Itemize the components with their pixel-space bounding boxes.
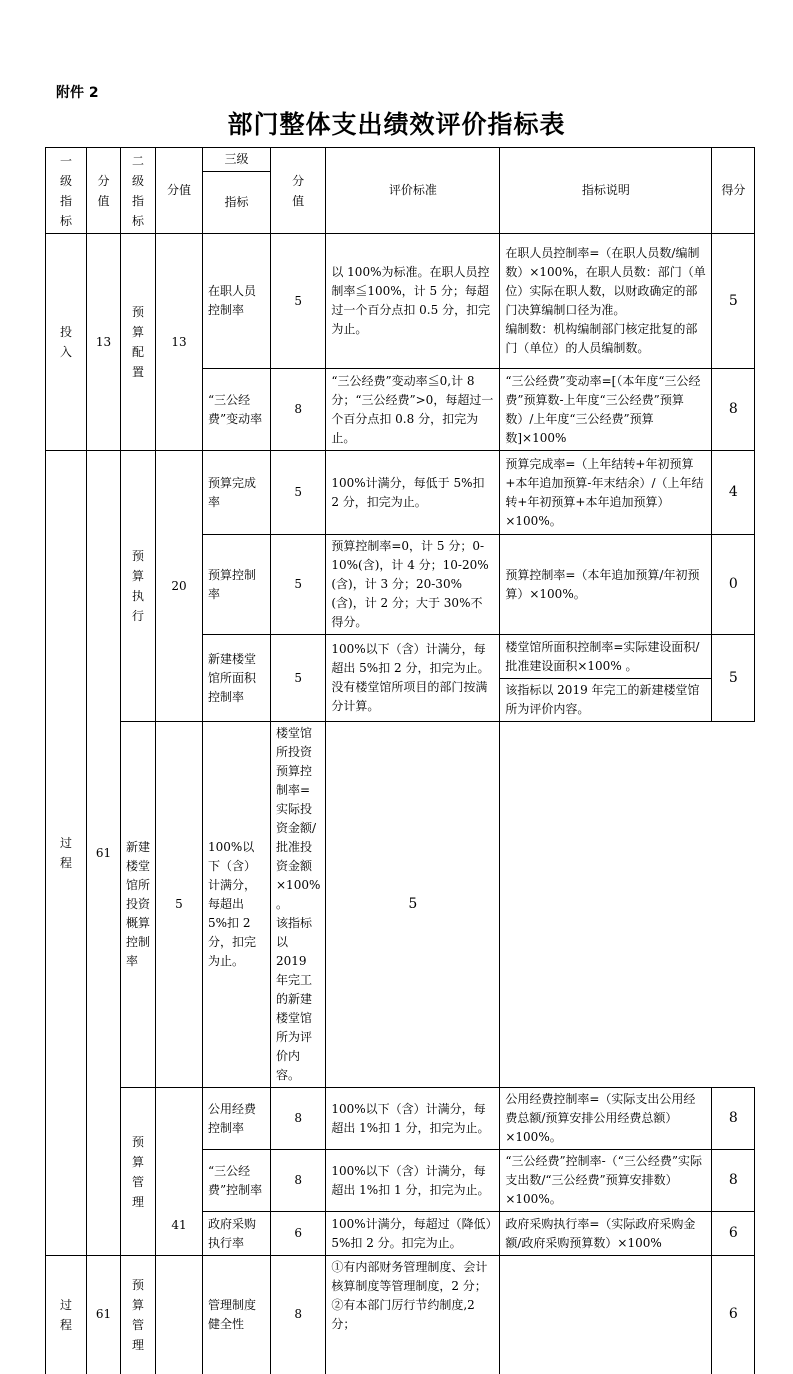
evaluation-standard: 100%计满分，每低于 5%扣 2 分，扣完为止。 <box>326 451 500 535</box>
evaluation-standard: 预算控制率=0，计 5 分；0-10%(含)，计 4 分；10-20%(含)，计 3 分；20-30%(含)，计 2 分；大于 30%不得分。 <box>326 535 500 635</box>
indicator-points: 5 <box>271 234 326 369</box>
header-score2: 分值 <box>156 148 203 234</box>
level1-process-score: 61 <box>87 451 121 1256</box>
indicator-name: 公用经费控制率 <box>203 1088 271 1150</box>
indicator-score: 6 <box>712 1212 755 1256</box>
level1-process: 过 程 <box>46 451 87 1256</box>
level2-budget-execution-score: 20 <box>156 451 203 722</box>
evaluation-standard: 100%计满分，每超过（降低）5%扣 2 分。扣完为止。 <box>326 1212 500 1256</box>
header-level3-top: 三级 <box>203 148 271 172</box>
indicator-points: 8 <box>271 1150 326 1212</box>
indicator-score: 0 <box>712 535 755 635</box>
indicator-name: 政府采购执行率 <box>203 1212 271 1256</box>
indicator-score: 6 <box>712 1256 755 1374</box>
indicator-score: 5 <box>712 234 755 369</box>
level2-budget-management-score: 41 <box>156 1088 203 1256</box>
indicator-points: 8 <box>271 1088 326 1150</box>
level1-process-continued-score: 61 <box>87 1256 121 1374</box>
indicator-explanation: 在职人员控制率=（在职人员数/编制数）×100%，在职人员数：部门（单位）实际在职人数，以财政确定的部门决算编制口径为准。 编制数：机构编制部门核定批复的部门（单位）的人员编制数。 <box>500 234 712 369</box>
indicator-explanation: 公用经费控制率=（实际支出公用经费总额/预算安排公用经费总额）×100%。 <box>500 1088 712 1150</box>
indicator-explanation: “三公经费”控制率-（“三公经费”实际支出数/“三公经费”预算安排数）×100%。 <box>500 1150 712 1212</box>
indicator-explanation: 预算控制率=（本年追加预算/年初预算）×100%。 <box>500 535 712 635</box>
level2-budget-allocation: 预 算 配 置 <box>121 234 156 451</box>
evaluation-standard: “三公经费”变动率≦0,计 8 分；“三公经费”>0，每超过一个百分点扣 0.8 分，扣完为止。 <box>326 369 500 451</box>
page-title: 部门整体支出绩效评价指标表 <box>227 110 566 139</box>
indicator-name: 新建楼堂馆所面积控制率 <box>203 635 271 722</box>
indicator-points: 6 <box>271 1212 326 1256</box>
header-score1: 分 值 <box>87 148 121 234</box>
indicator-table <box>45 147 755 1374</box>
indicator-name: “三公经费”变动率 <box>203 369 271 451</box>
evaluation-standard: 100%以下（含）计满分，每超出 5%扣 2 分，扣完为止。没有楼堂馆所项目的部门按满分计算。 <box>326 635 500 722</box>
indicator-explanation: 楼堂馆所面积控制率=实际建设面积/批准建设面积×100% 。 <box>500 635 712 679</box>
indicator-points: 5 <box>271 535 326 635</box>
table-row <box>46 451 755 535</box>
table-row <box>46 1256 755 1374</box>
indicator-name: 在职人员 控制率 <box>203 234 271 369</box>
level2-budget-management: 预 算 管 理 <box>121 1088 156 1256</box>
indicator-explanation: 楼堂馆所投资预算控制率=实际投资金额/批准投资金额×100% 。 该指标以 2019 年完工的新建楼堂馆所为评价内容。 <box>271 722 326 1088</box>
evaluation-standard: 100%以下（含）计满分，每超出 1%扣 1 分，扣完为止。 <box>326 1150 500 1212</box>
level2-budget-management-continued: 预 算 管 理 <box>121 1256 156 1374</box>
indicator-name: “三公经费”控制率 <box>203 1150 271 1212</box>
indicator-name: 管理制度健全性 <box>203 1256 271 1374</box>
header-score3: 分 值 <box>271 148 326 234</box>
indicator-explanation: 预算完成率=（上年结转+年初预算+本年追加预算-年末结余）/（上年结转+年初预算+本年追加预算）×100%。 <box>500 451 712 535</box>
indicator-name: 预算控制率 <box>203 535 271 635</box>
indicator-points: 8 <box>271 1256 326 1374</box>
indicator-points: 5 <box>271 451 326 535</box>
indicator-name: 预算完成率 <box>203 451 271 535</box>
indicator-score: 8 <box>712 1088 755 1150</box>
header-score: 得分 <box>712 148 755 234</box>
table-row <box>46 234 755 369</box>
evaluation-standard: 100%以下（含）计满分，每超出 5%扣 2 分，扣完为止。 <box>203 722 271 1088</box>
indicator-points: 8 <box>271 369 326 451</box>
indicator-score: 5 <box>326 722 500 1088</box>
header-explain: 指标说明 <box>500 148 712 234</box>
indicator-points: 5 <box>156 722 203 1088</box>
indicator-score: 8 <box>712 1150 755 1212</box>
level1-input: 投 入 <box>46 234 87 451</box>
header-level1: 一 级 指 标 <box>46 148 87 234</box>
indicator-score: 4 <box>712 451 755 535</box>
header-level3-bottom: 指标 <box>203 172 271 234</box>
evaluation-standard: 以 100%为标准。在职人员控制率≦100%，计 5 分；每超过一个百分点扣 0.5 分，扣完为止。 <box>326 234 500 369</box>
indicator-explanation <box>500 1256 712 1374</box>
indicator-explanation: “三公经费”变动率=[（本年度“三公经费”预算数-上年度“三公经费”预算数）/上年度“三公经费”预算数]×100% <box>500 369 712 451</box>
indicator-score: 5 <box>712 635 755 722</box>
indicator-explanation: 政府采购执行率=（实际政府采购金额/政府采购预算数）×100% <box>500 1212 712 1256</box>
level2-budget-execution: 预 算 执 行 <box>121 451 156 722</box>
header-row <box>46 148 755 172</box>
level2-budget-management-score-continued <box>156 1256 203 1374</box>
table-row <box>46 1088 755 1150</box>
table-row <box>46 722 755 1088</box>
header-standard: 评价标准 <box>326 148 500 234</box>
level1-input-score: 13 <box>87 234 121 451</box>
indicator-explanation-note: 该指标以 2019 年完工的新建楼堂馆所为评价内容。 <box>500 679 712 722</box>
evaluation-standard: 100%以下（含）计满分，每超出 1%扣 1 分，扣完为止。 <box>326 1088 500 1150</box>
attachment-label: 附件 2 <box>56 85 99 101</box>
level1-process-continued: 过 程 <box>46 1256 87 1374</box>
indicator-points: 5 <box>271 635 326 722</box>
indicator-score: 8 <box>712 369 755 451</box>
indicator-name: 新建楼堂馆所投资概算控制率 <box>121 722 156 1088</box>
header-level2: 二 级 指 标 <box>121 148 156 234</box>
level2-budget-allocation-score: 13 <box>156 234 203 451</box>
evaluation-standard: ①有内部财务管理制度、会计核算制度等管理制度，2 分； ②有本部门厉行节约制度,2 分； <box>326 1256 500 1374</box>
